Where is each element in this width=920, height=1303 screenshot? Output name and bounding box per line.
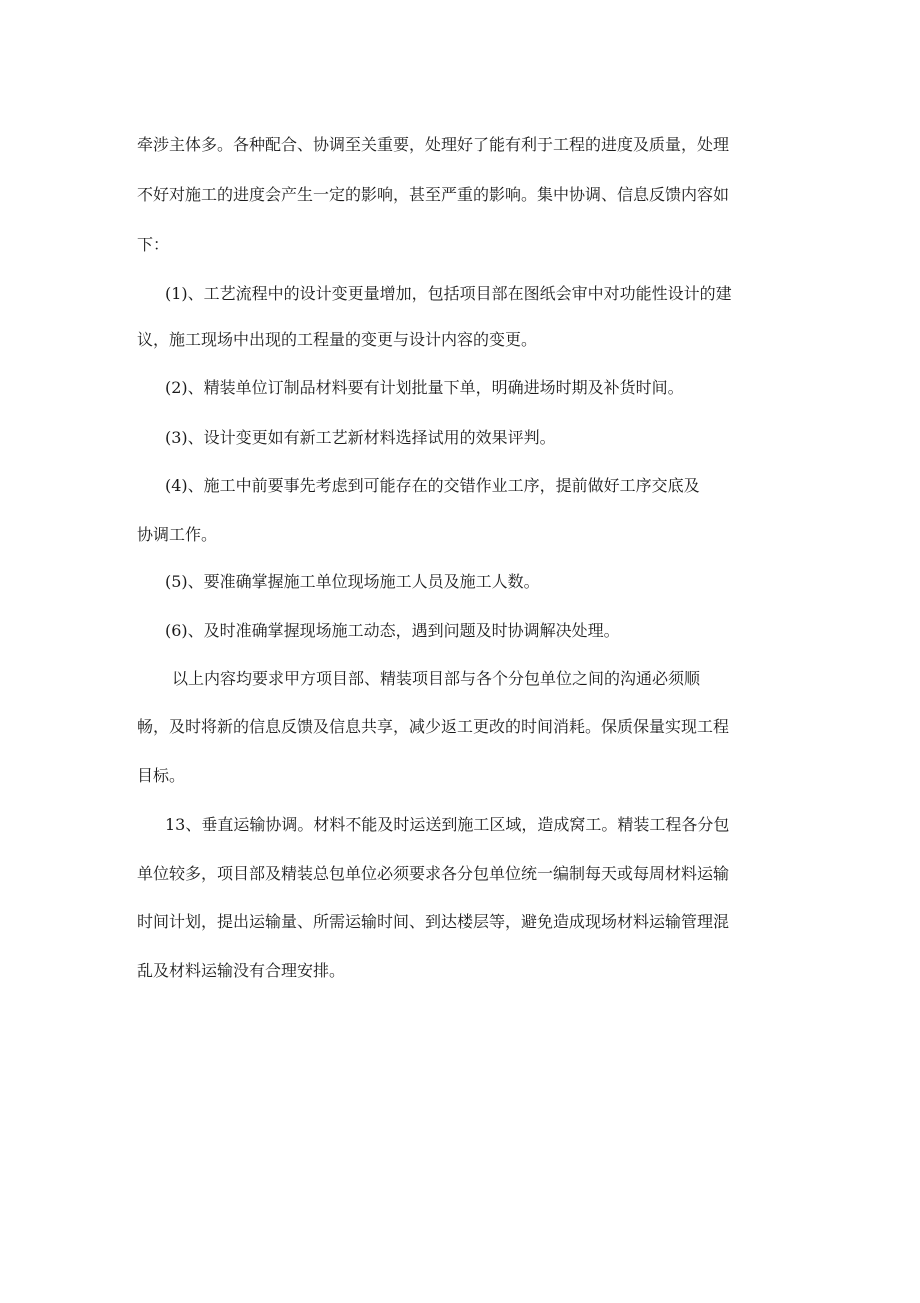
text-line: (6)、及时准确掌握现场施工动态，遇到问题及时协调解决处理。 — [165, 621, 620, 640]
text-line: 畅，及时将新的信息反馈及信息共享，减少返工更改的时间消耗。保质保量实现工程 — [137, 717, 730, 736]
text-line: (4)、施工中前要事先考虑到可能存在的交错作业工序，提前做好工序交底及 — [165, 476, 700, 495]
text-line: (2)、精装单位订制品材料要有计划批量下单，明确进场时期及补货时间。 — [165, 378, 684, 397]
text-line: 以上内容均要求甲方项目部、精装项目部与各个分包单位之间的沟通必须顺 — [172, 669, 701, 688]
text-line: 单位较多，项目部及精装总包单位必须要求各分包单位统一编制每天或每周材料运输 — [137, 864, 730, 883]
text-line: 乱及材料运输没有合理安排。 — [137, 961, 346, 980]
text-line: 议，施工现场中出现的工程量的变更与设计内容的变更。 — [137, 330, 538, 349]
text-line: 时间计划，提出运输量、所需运输时间、到达楼层等，避免造成现场材料运输管理混 — [137, 912, 730, 931]
text-line: (1)、工艺流程中的设计变更量增加，包括项目部在图纸会审中对功能性设计的建 — [165, 284, 732, 303]
text-line: 目标。 — [137, 766, 186, 785]
text-line: 协调工作。 — [137, 525, 218, 544]
text-line: (5)、要准确掌握施工单位现场施工人员及施工人数。 — [165, 572, 540, 591]
text-line: 牵涉主体多。各种配合、协调至关重要，处理好了能有利于工程的进度及质量，处理 — [137, 135, 730, 154]
text-line: 下： — [137, 235, 170, 254]
text-line: 13、垂直运输协调。材料不能及时运送到施工区域，造成窝工。精装工程各分包 — [165, 815, 730, 834]
text-line: (3)、设计变更如有新工艺新材料选择试用的效果评判。 — [165, 428, 556, 447]
text-line: 不好对施工的进度会产生一定的影响，甚至严重的影响。集中协调、信息反馈内容如 — [137, 185, 730, 204]
